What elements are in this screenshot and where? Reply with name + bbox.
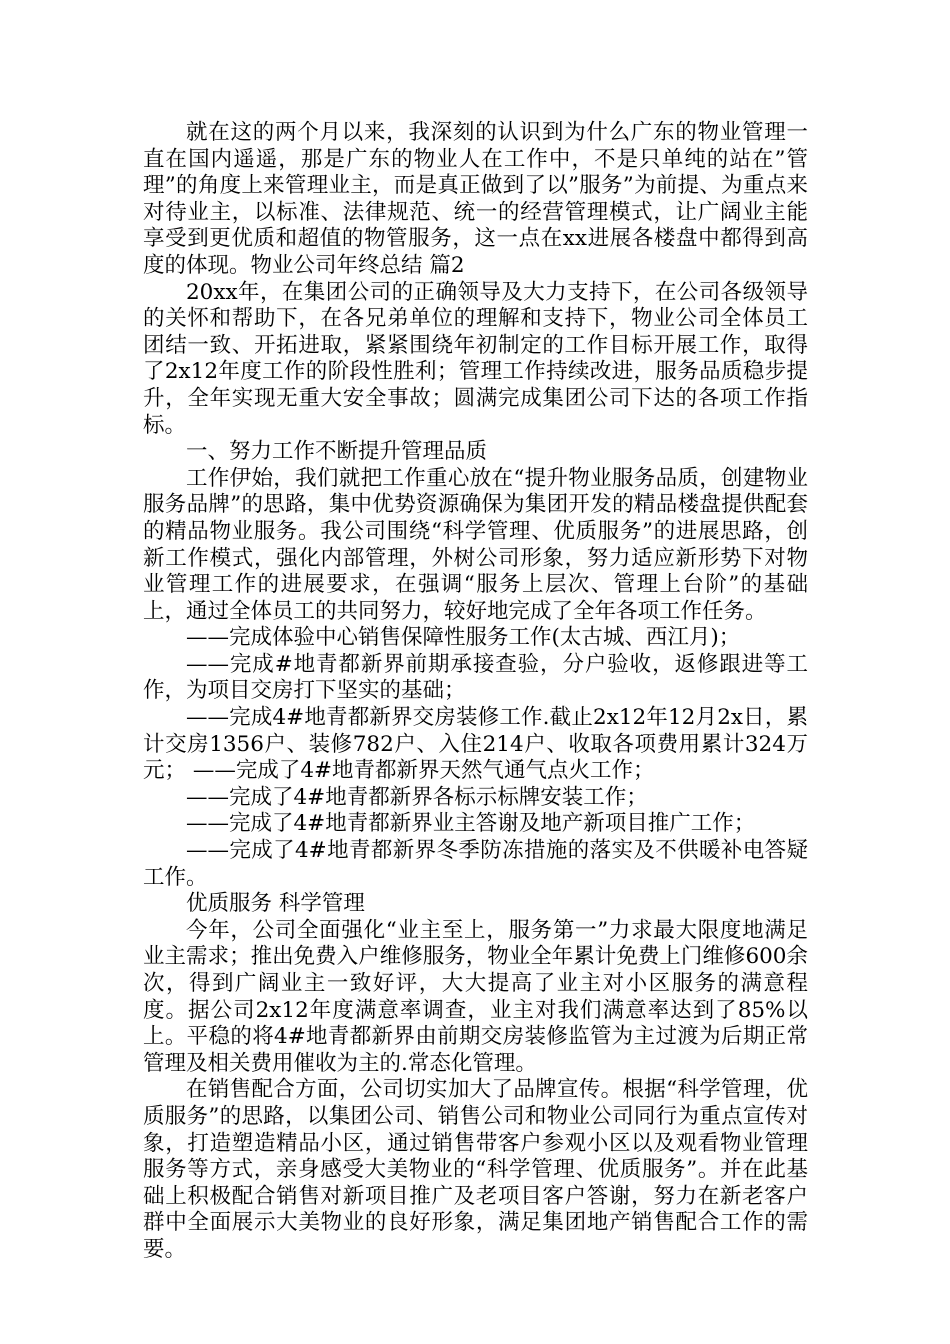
paragraph-4: 今年，公司全面强化“业主至上，服务第一”力求最大限度地满足业主需求；推出免费入户维修服务，物业全年累计免费上门维修600余次，得到广阔业主一致好评，大大提高了业主对小区服务的满意程度。据公司2x12年度满意率调查，业主对我们满意率达到了85%以上。平稳的将4#地青都新界由前期交房装修监管为主过渡为后期正常管理及相关费用催收为主的.常态化管理。 [143, 917, 808, 1076]
paragraph-1: 就在这的两个月以来，我深刻的认识到为什么广东的物业管理一直在国内遥遥，那是广东的物业人在工作中，不是只单纯的站在”管理”的角度上来管理业主，而是真正做到了以”服务”为前提、为重点来对待业主，以标准、法律规范、统一的经营管理模式，让广阔业主能享受到更优质和超值的物管服务，这一点在xx进展各楼盘中都得到高度的体现。物业公司年终总结 篇2 [143, 120, 808, 278]
list-item-5: ——完成了4#地青都新界业主答谢及地产新项目推广工作； [186, 811, 756, 837]
list-item-6: ——完成了4#地青都新界冬季防冻措施的落实及不供暖补电答疑工作。 [143, 838, 808, 890]
list-item-1: ——完成体验中心销售保障性服务工作(太古城、西江月)； [186, 625, 741, 651]
section-heading-1: 一、努力工作不断提升管理品质 [186, 439, 488, 465]
list-item-4: ——完成了4#地青都新界各标示标牌安装工作； [186, 784, 648, 810]
paragraph-2: 20xx年，在集团公司的正确领导及大力支持下，在公司各级领导的关怀和帮助下，在各兄弟单位的理解和支持下，物业公司全体员工团结一致、开拓进取，紧紧围绕年初制定的工作目标开展工作，取得了2x12年度工作的阶段性胜利；管理工作持续改进，服务品质稳步提升，全年实现无重大安全事故；圆满完成集团公司下达的各项工作指标。 [143, 279, 808, 438]
paragraph-3: 工作伊始，我们就把工作重心放在“提升物业服务品质，创建物业服务品牌”的思路，集中优势资源确保为集团开发的精品楼盘提供配套的精品物业服务。我公司围绕“科学管理、优质服务”的进展思路，创新工作模式，强化内部管理，外树公司形象，努力适应新形势下对物业管理工作的进展要求，在强调“服务上层次、管理上台阶”的基础上，通过全体员工的共同努力，较好地完成了全年各项工作任务。 [143, 465, 808, 624]
list-item-2: ——完成#地青都新界前期承接查验，分户验收，返修跟进等工作，为项目交房打下坚实的基础； [143, 651, 808, 704]
section-heading-2: 优质服务 科学管理 [186, 891, 365, 917]
paragraph-5: 在销售配合方面，公司切实加大了品牌宣传。根据“科学管理，优质服务”的思路，以集团公司、销售公司和物业公司同行为重点宣传对象，打造塑造精品小区，通过销售带客户参观小区以及观看物业管理服务等方式，亲身感受大美物业的“科学管理、优质服务”。并在此基础上积极配合销售对新项目推广及老项目客户答谢，努力在新老客户群中全面展示大美物业的良好形象，满足集团地产销售配合工作的需要。 [143, 1077, 808, 1262]
document-body [143, 120, 808, 1264]
list-item-3: ——完成4#地青都新界交房装修工作.截止2x12年12月2x日，累计交房1356户、装修782户、入住214户、收取各项费用累计324万元； ——完成了4#地青都新界天然气通气点火工作； [143, 705, 808, 784]
